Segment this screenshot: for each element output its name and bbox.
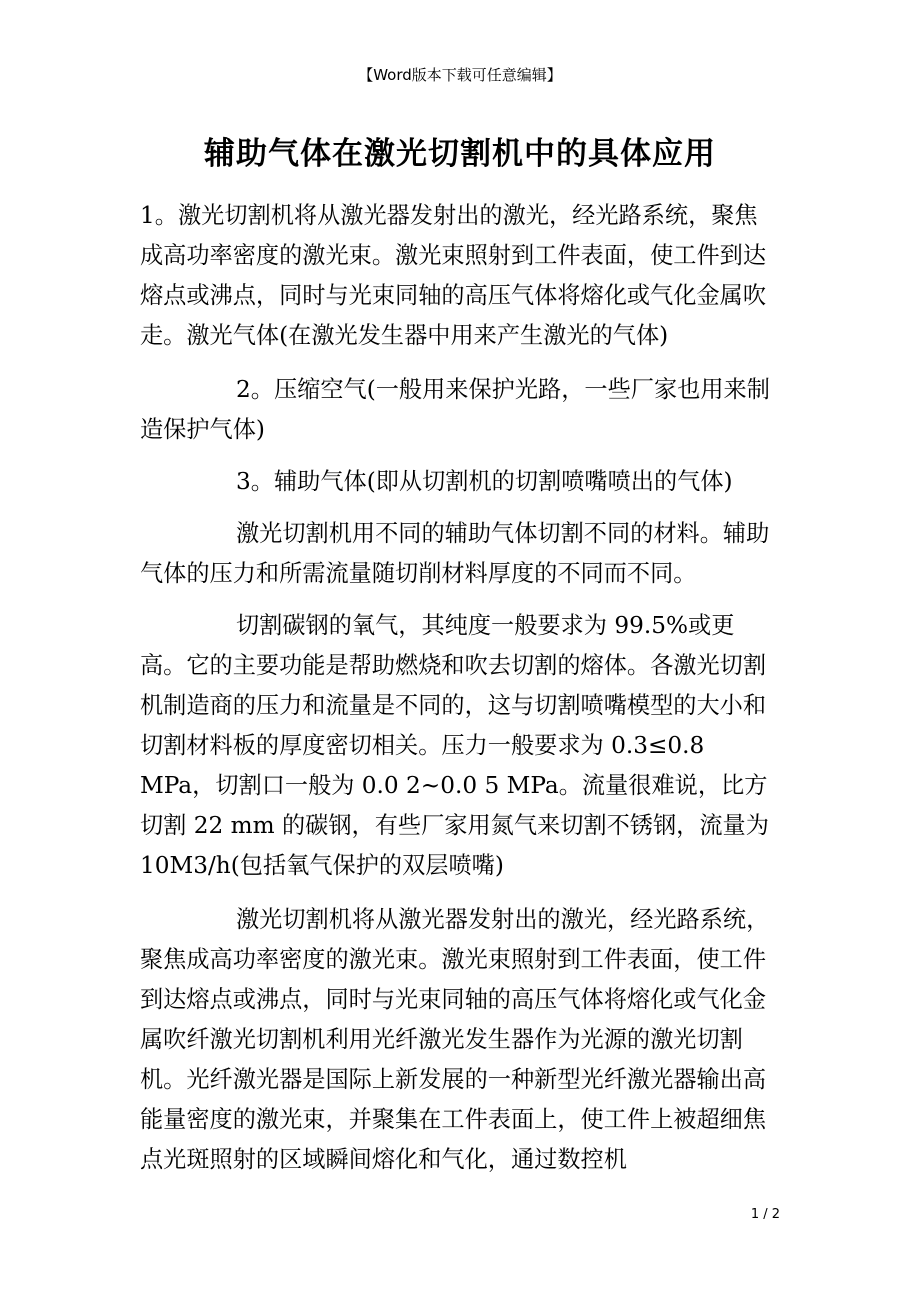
paragraph-3: 3。辅助气体(即从切割机的切割喷嘴喷出的气体) xyxy=(236,468,733,495)
page-number: 1 / 2 xyxy=(750,1207,780,1222)
document-title: 辅助气体在激光切割机中的具体应用 xyxy=(204,136,716,172)
header-note: 【Word版本下载可任意编辑】 xyxy=(358,66,562,84)
paragraph-2: 2。压缩空气(一般用来保护光路，一些厂家也用来制造保护气体) xyxy=(140,376,770,443)
document-body xyxy=(140,196,780,1180)
paragraph-4: 激光切割机用不同的辅助气体切割不同的材料。辅助气体的压力和所需流量随切削材料厚度的不同而不同。 xyxy=(140,520,770,587)
paragraph-5: 切割碳钢的氧气，其纯度一般要求为 99.5%或更高。它的主要功能是帮助燃烧和吹去切割的熔体。各激光切割机制造商的压力和流量是不同的，这与切割喷嘴模型的大小和切割材料板的厚度密切相关。压力一般要求为 0.3≤0.8 MPa，切割口一般为 0.0 2~0.0 5 MPa。流量很难说，比方切割 22 mm 的碳钢，有些厂家用氮气来切割不锈钢，流量为 10M3/h(包括氧气保护的双层喷嘴) xyxy=(140,612,769,879)
paragraph-6: 激光切割机将从激光器发射出的激光，经光路系统，聚焦成高功率密度的激光束。激光束照射到工件表面，使工件到达熔点或沸点，同时与光束同轴的高压气体将熔化或气化金属吹纤激光切割机利用光纤激光发生器作为光源的激光切割机。光纤激光器是国际上新发展的一种新型光纤激光器输出高能量密度的激光束，并聚集在工件表面上，使工件上被超细焦点光斑照射的区域瞬间熔化和气化，通过数控机 xyxy=(140,906,770,1173)
paragraph-1: 1。激光切割机将从激光器发射出的激光，经光路系统，聚焦成高功率密度的激光束。激光束照射到工件表面，使工件到达熔点或沸点，同时与光束同轴的高压气体将熔化或气化金属吹走。激光气体(在激光发生器中用来产生激光的气体) xyxy=(140,202,767,349)
